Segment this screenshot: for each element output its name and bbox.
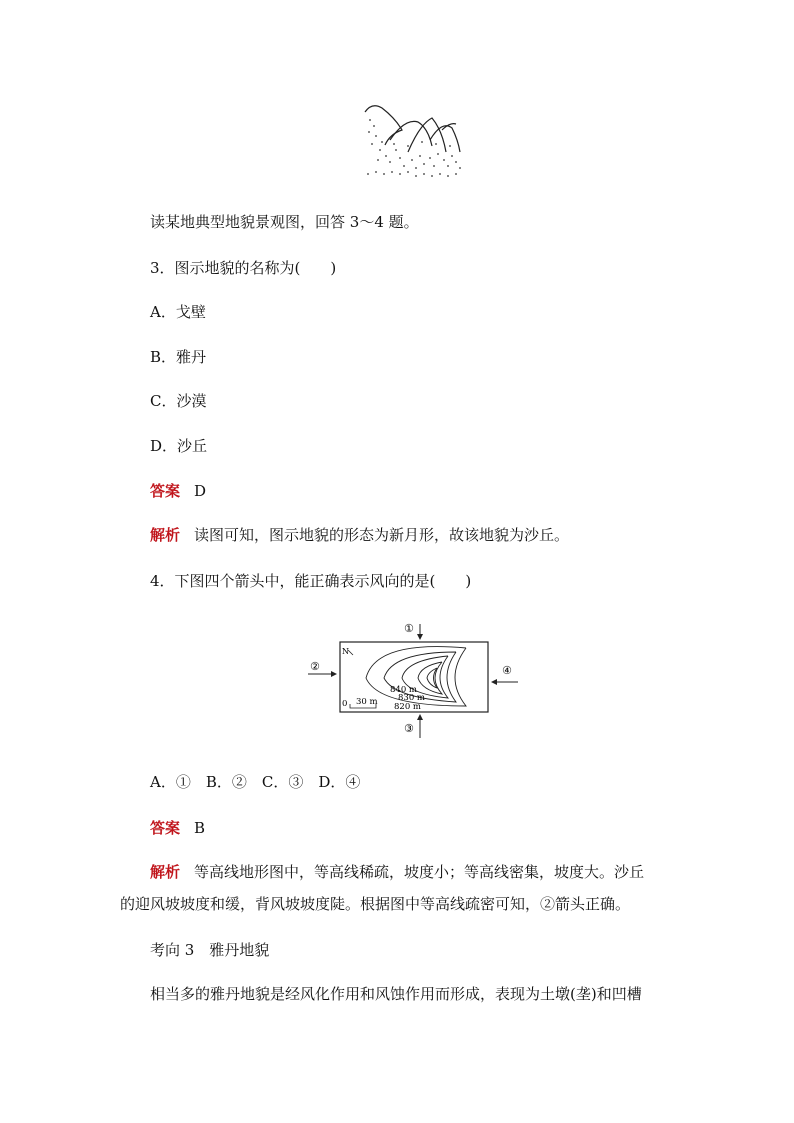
- analysis-text-line1: 等高线地形图中，等高线稀疏，坡度小；等高线密集，坡度大。沙丘: [194, 863, 645, 881]
- q3-answer-row: [150, 481, 206, 501]
- section-heading: 考向 3 雅丹地貌: [150, 941, 270, 959]
- q3-option-a: A．戈壁: [150, 303, 206, 321]
- q3-option-b: B．雅丹: [150, 348, 207, 366]
- answer-label: 答案: [150, 482, 181, 500]
- scale-zero: 0: [342, 699, 348, 709]
- contour-label-820: 820 m: [394, 702, 421, 712]
- q3-analysis-row: [150, 525, 569, 545]
- arrow-3-label: ③: [404, 722, 414, 735]
- scale-length: 30 m: [356, 697, 378, 707]
- arrow-2-label: ②: [310, 660, 320, 673]
- question-3-stem: 3．图示地貌的名称为( ): [150, 259, 337, 277]
- answer-value: D: [194, 482, 207, 500]
- intro-text: 读某地典型地貌景观图，回答 3～4 题。: [150, 213, 419, 231]
- dune-landscape-figure: [360, 100, 470, 182]
- question-4-stem: 4．下图四个箭头中，能正确表示风向的是( ): [150, 572, 472, 590]
- north-label: N: [342, 647, 349, 656]
- q4-answer-row: [150, 818, 205, 838]
- q4-analysis-line2: 的迎风坡坡度和缓，背风坡坡度陡。根据图中等高线疏密可知，②箭头正确。: [120, 895, 631, 913]
- arrow-4-label: ④: [502, 664, 512, 677]
- answer-label: 答案: [150, 819, 181, 837]
- contour-label-830: 830 m: [398, 693, 425, 703]
- analysis-label: 解析: [150, 526, 181, 544]
- paragraph-text: 相当多的雅丹地貌是经风化作用和风蚀作用而形成，表现为土墩(垄)和凹槽: [150, 985, 642, 1003]
- dune-contour-map: [306, 618, 522, 742]
- q3-option-c: C．沙漠: [150, 392, 207, 410]
- contour-label-840: 840 m: [390, 685, 417, 695]
- arrow-1-label: ①: [404, 622, 414, 635]
- q3-option-d: D．沙丘: [150, 437, 208, 455]
- analysis-label: 解析: [150, 863, 181, 881]
- answer-value: B: [194, 819, 206, 837]
- analysis-text: 读图可知，图示地貌的形态为新月形，故该地貌为沙丘。: [194, 526, 570, 544]
- q4-analysis-row: [150, 862, 644, 882]
- q4-options: A．① B．② C．③ D．④: [150, 773, 361, 791]
